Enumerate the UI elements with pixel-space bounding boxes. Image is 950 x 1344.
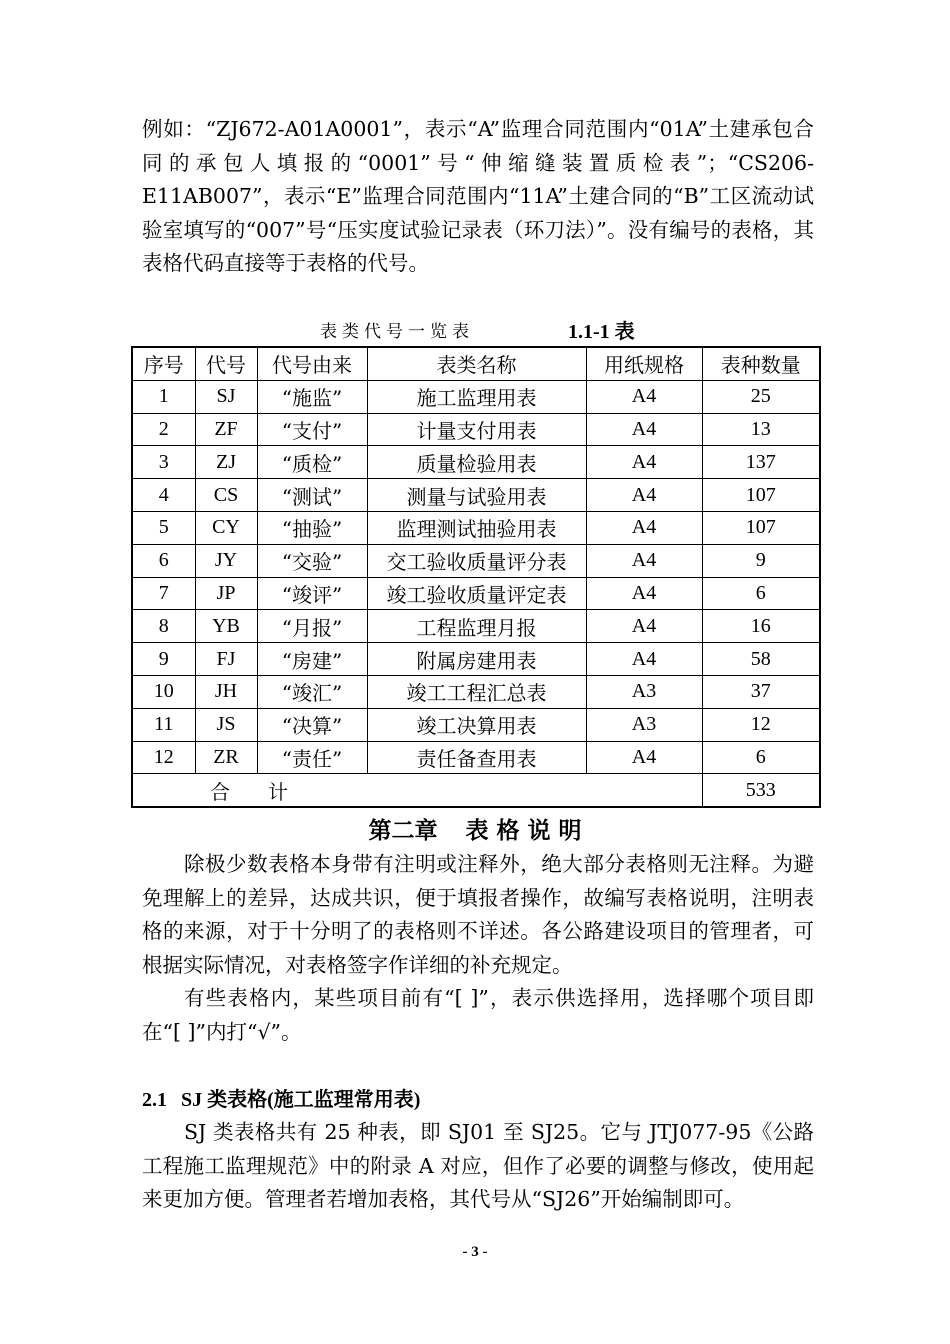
cell-origin: “交验” [257, 544, 367, 577]
cell-code: ZR [195, 741, 257, 774]
cell-count: 25 [702, 380, 820, 413]
cell-code: JH [195, 675, 257, 708]
cell-category: 竣工决算用表 [367, 708, 586, 741]
cell-seq: 11 [132, 708, 195, 741]
header-paper: 用纸规格 [586, 347, 702, 380]
cell-origin: “支付” [257, 413, 367, 446]
total-label [132, 774, 702, 807]
table-row [132, 643, 820, 676]
cell-seq: 6 [132, 544, 195, 577]
header-count: 表种数量 [702, 347, 820, 380]
table-row [132, 479, 820, 512]
section-title: SJ 类表格(施工监理常用表) [181, 1089, 421, 1111]
cell-origin: “月报” [257, 610, 367, 643]
cell-origin: “决算” [257, 708, 367, 741]
table-caption [300, 317, 700, 341]
table-row [132, 610, 820, 643]
table-row [132, 446, 820, 479]
table-row [132, 675, 820, 708]
code-table [131, 346, 821, 808]
header-category: 表类名称 [367, 347, 586, 380]
cell-origin: “抽验” [257, 511, 367, 544]
cell-category: 责任备查用表 [367, 741, 586, 774]
table-caption-text: 表类代号一览表 [320, 322, 474, 342]
table-row [132, 577, 820, 610]
cell-code: FJ [195, 643, 257, 676]
cell-origin: “施监” [257, 380, 367, 413]
cell-seq: 3 [132, 446, 195, 479]
cell-category: 监理测试抽验用表 [367, 511, 586, 544]
section-heading [142, 1083, 420, 1112]
cell-code: CY [195, 511, 257, 544]
cell-count: 137 [702, 446, 820, 479]
cell-paper: A4 [586, 511, 702, 544]
header-code: 代号 [195, 347, 257, 380]
cell-code: ZJ [195, 446, 257, 479]
cell-category: 交工验收质量评分表 [367, 544, 586, 577]
cell-seq: 8 [132, 610, 195, 643]
cell-paper: A4 [586, 741, 702, 774]
cell-seq: 5 [132, 511, 195, 544]
cell-code: CS [195, 479, 257, 512]
cell-category: 测量与试验用表 [367, 479, 586, 512]
cell-paper: A4 [586, 643, 702, 676]
cell-category: 竣工验收质量评定表 [367, 577, 586, 610]
total-value: 533 [702, 774, 820, 807]
cell-origin: “质检” [257, 446, 367, 479]
cell-seq: 4 [132, 479, 195, 512]
cell-code: JS [195, 708, 257, 741]
cell-paper: A3 [586, 675, 702, 708]
cell-count: 9 [702, 544, 820, 577]
table-header-row [132, 347, 820, 380]
cell-seq: 1 [132, 380, 195, 413]
cell-category: 质量检验用表 [367, 446, 586, 479]
cell-paper: A4 [586, 446, 702, 479]
paragraph-selection: 有些表格内，某些项目前有“[ ]”，表示供选择用，选择哪个项目即在“[ ]”内打“√”。 [142, 986, 814, 1044]
cell-category: 工程监理月报 [367, 610, 586, 643]
table-row [132, 511, 820, 544]
cell-code: ZF [195, 413, 257, 446]
cell-seq: 7 [132, 577, 195, 610]
cell-paper: A4 [586, 577, 702, 610]
header-origin: 代号由来 [257, 347, 367, 380]
cell-category: 竣工工程汇总表 [367, 675, 586, 708]
table-row [132, 741, 820, 774]
cell-paper: A4 [586, 380, 702, 413]
header-seq: 序号 [132, 347, 195, 380]
cell-paper: A4 [586, 610, 702, 643]
cell-code: JY [195, 544, 257, 577]
cell-code: YB [195, 610, 257, 643]
chapter-title: 表 格 说 明 [465, 817, 582, 844]
cell-category: 计量支付用表 [367, 413, 586, 446]
cell-code: JP [195, 577, 257, 610]
cell-count: 37 [702, 675, 820, 708]
cell-count: 107 [702, 479, 820, 512]
cell-count: 16 [702, 610, 820, 643]
intro-paragraph: 例如：“ZJ672-A01A0001”，表示“A”监理合同范围内“01A”土建承包合同的承包人填报的“0001”号“伸缩缝装置质检表”；“CS206-E11AB007”，表示“E”监理合同范围内“11A”土建合同的“B”工区流动试验室填写的“007”号“压实度试验记录表（环刀法）”。没有编号的表格，其表格代码直接等于表格的代号。 [142, 117, 814, 275]
cell-seq: 2 [132, 413, 195, 446]
cell-origin: “责任” [257, 741, 367, 774]
cell-paper: A4 [586, 413, 702, 446]
table-row [132, 544, 820, 577]
table-row [132, 413, 820, 446]
table-row [132, 380, 820, 413]
chapter-label: 第二章 [368, 817, 438, 844]
paragraph-sj: SJ 类表格共有 25 种表，即 SJ01 至 SJ25。它与 JTJ077-95《公路工程施工监理规范》中的附录 A 对应，但作了必要的调整与修改，使用起来更加方便。管理者若增加表格，其代号从“SJ26”开始编制即可。 [142, 1120, 814, 1211]
chapter-heading [0, 812, 950, 845]
total-label-b: 计 [268, 779, 288, 804]
section-number: 2.1 [142, 1089, 167, 1111]
cell-seq: 12 [132, 741, 195, 774]
table-body [132, 380, 820, 774]
cell-paper: A4 [586, 479, 702, 512]
cell-paper: A3 [586, 708, 702, 741]
cell-count: 58 [702, 643, 820, 676]
cell-code: SJ [195, 380, 257, 413]
cell-count: 12 [702, 708, 820, 741]
cell-seq: 10 [132, 675, 195, 708]
cell-origin: “竣汇” [257, 675, 367, 708]
table-total-row [132, 774, 820, 807]
total-label-a: 合 [210, 779, 230, 804]
cell-origin: “房建” [257, 643, 367, 676]
cell-count: 6 [702, 577, 820, 610]
cell-count: 13 [702, 413, 820, 446]
table-caption-number: 1.1-1 表 [568, 321, 635, 343]
cell-count: 6 [702, 741, 820, 774]
page-number: - 3 - [462, 1244, 488, 1260]
cell-paper: A4 [586, 544, 702, 577]
cell-seq: 9 [132, 643, 195, 676]
cell-count: 107 [702, 511, 820, 544]
table-row [132, 708, 820, 741]
cell-category: 附属房建用表 [367, 643, 586, 676]
cell-origin: “竣评” [257, 577, 367, 610]
cell-category: 施工监理用表 [367, 380, 586, 413]
cell-origin: “测试” [257, 479, 367, 512]
paragraph-notes: 除极少数表格本身带有注明或注释外，绝大部分表格则无注释。为避免理解上的差异，达成共识，便于填报者操作，故编写表格说明，注明表格的来源，对于十分明了的表格则不详述。各公路建设项目的管理者，可根据实际情况，对表格签字作详细的补充规定。 [142, 852, 814, 977]
